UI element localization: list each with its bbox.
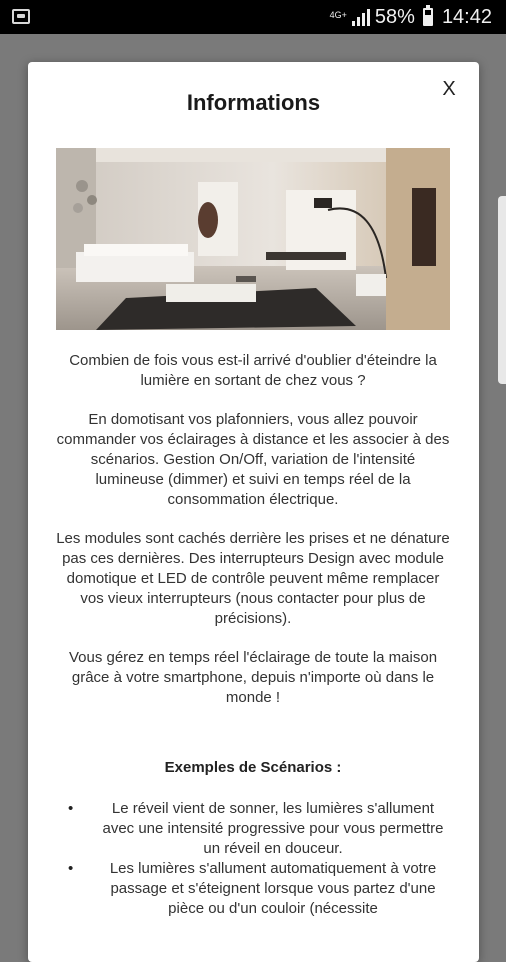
status-bar [0,0,506,34]
scenarios-list [56,799,450,919]
paragraph-modules: Les modules sont cachés derrière les prises et ne dénature pas ces dernières. Des interrupteurs Design avec module domotique et LED de contrôle peuvent même remplacer vos vieux interrupteurs (nous contacter pour plus de précisions). [56,530,450,627]
battery-icon [423,8,433,26]
scenarios-heading: Exemples de Scénarios : [164,759,342,776]
notification-icon [12,9,30,24]
paragraph-domotics: En domotisant vos plafonniers, vous allez pouvoir commander vos éclairages à distance et les associer à des scénarios. Gestion On/Off, variation de l'intensité lumineuse (dimmer) et suivi en temps réel de la consommation électrique. [56,411,450,508]
network-type: 4G+ [329,9,347,20]
living-room-illustration [56,148,450,330]
edge-panel-handle[interactable] [498,196,506,384]
paragraph-forget-lights: Combien de fois vous est-il arrivé d'oublier d'éteindre la lumière en sortant de chez vous ? [69,352,437,389]
clock: 14:42 [441,5,492,28]
status-indicators [330,4,492,30]
battery-percent: 58% [374,5,415,28]
scenario-item: • Les lumières s'allument automatiquement à votre passage et s'éteignent lorsque vous partez d'une pièce ou d'un couloir (nécessite [96,859,450,919]
living-room-image [56,148,450,330]
dialog-title: Informations [186,90,321,115]
paragraph-smartphone: Vous gérez en temps réel l'éclairage de toute la maison grâce à votre smartphone, depuis n'importe où dans le monde ! [68,649,438,706]
signal-icon [352,9,370,26]
info-dialog [28,62,479,962]
scenario-item: • Le réveil vient de sonner, les lumières s'allument avec une intensité progressive pour vous permettre un réveil en douceur. [96,799,450,859]
close-button[interactable]: X [442,78,456,100]
info-body [56,351,450,919]
